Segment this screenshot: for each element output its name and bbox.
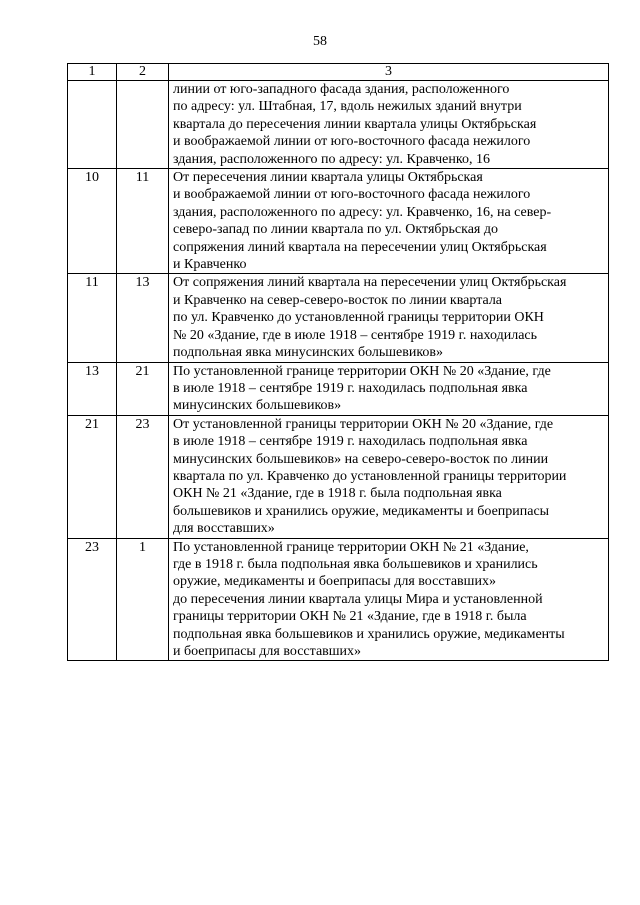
point-from: 11: [68, 274, 117, 362]
description-line: минусинских большевиков» на северо-северо-восток по линии: [173, 451, 549, 467]
description-line: От пересечения линии квартала улицы Октябрьская: [173, 170, 483, 186]
table-row: [68, 362, 609, 415]
description-line: От сопряжения линий квартала на пересечении улиц Октябрьская: [173, 275, 567, 291]
table-row: [68, 538, 609, 661]
point-to: 21: [117, 362, 169, 415]
description-line: в июле 1918 – сентябре 1919 г. находилась подпольная явка: [173, 434, 528, 450]
description-line: № 20 «Здание, где в июле 1918 – сентябре 1919 г. находилась: [173, 327, 537, 343]
description-line: квартала по ул. Кравченко до установленной границы территории: [173, 468, 567, 484]
description-line: ОКН № 21 «Здание, где в 1918 г. была подпольная явка: [173, 486, 502, 502]
description-line: северо-запад по линии квартала по ул. Октябрьская до: [173, 222, 498, 238]
boundary-table: [67, 63, 609, 661]
boundary-description: [169, 81, 609, 169]
description-line: и воображаемой линии от юго-восточного фасада нежилого: [173, 134, 531, 150]
description-line: сопряжения линий квартала на пересечении улиц Октябрьская: [173, 239, 547, 255]
table-row: [68, 415, 609, 538]
description-line: оружие, медикаменты и боеприпасы для восставших»: [173, 574, 496, 590]
description-line: границы территории ОКН № 21 «Здание, где в 1918 г. была: [173, 609, 527, 625]
table-row: [68, 274, 609, 362]
boundary-description: [169, 169, 609, 274]
point-from: [68, 81, 117, 169]
description-line: и воображаемой линии от юго-восточного фасада нежилого: [173, 187, 531, 203]
description-line: по адресу: ул. Штабная, 17, вдоль нежилых зданий внутри: [173, 99, 522, 115]
description-line: здания, расположенного по адресу: ул. Кравченко, 16, на север-: [173, 204, 552, 220]
point-from: 21: [68, 415, 117, 538]
description-line: подпольная явка минусинских большевиков»: [173, 345, 444, 361]
boundary-description: [169, 415, 609, 538]
description-line: здания, расположенного по адресу: ул. Кравченко, 16: [173, 151, 490, 167]
header-col-2: 2: [117, 64, 169, 81]
description-line: квартала до пересечения линии квартала улицы Октябрьская: [173, 116, 537, 132]
description-line: большевиков и хранились оружие, медикаменты и боеприпасы: [173, 503, 550, 519]
page-number: 58: [313, 34, 327, 49]
description-line: для восставших»: [173, 521, 275, 537]
description-line: По установленной границе территории ОКН № 21 «Здание,: [173, 539, 529, 555]
description-line: линии от юго-западного фасада здания, расположенного: [173, 82, 510, 97]
description-line: От установленной границы территории ОКН № 20 «Здание, где: [173, 416, 554, 432]
table-row: [68, 169, 609, 274]
point-from: 10: [68, 169, 117, 274]
table-header: [68, 64, 609, 81]
description-line: и боеприпасы для восставших»: [173, 644, 362, 659]
description-line: где в 1918 г. была подпольная явка большевиков и хранились: [173, 556, 538, 572]
header-row: [68, 64, 609, 81]
point-from: 13: [68, 362, 117, 415]
description-line: По установленной границе территории ОКН № 20 «Здание, где: [173, 363, 551, 379]
header-col-3: 3: [169, 64, 609, 81]
point-to: 11: [117, 169, 169, 274]
description-line: по ул. Кравченко до установленной границы территории ОКН: [173, 310, 544, 326]
table-row: [68, 81, 609, 169]
point-from: 23: [68, 538, 117, 661]
description-line: в июле 1918 – сентябре 1919 г. находилась подпольная явка: [173, 380, 528, 396]
point-to: 1: [117, 538, 169, 661]
point-to: 13: [117, 274, 169, 362]
boundary-description: [169, 362, 609, 415]
description-line: и Кравченко: [173, 257, 247, 273]
boundary-description: [169, 274, 609, 362]
description-line: минусинских большевиков»: [173, 398, 342, 414]
table-body: [68, 81, 609, 661]
description-line: подпольная явка большевиков и хранились оружие, медикаменты: [173, 626, 565, 642]
header-col-1: 1: [68, 64, 117, 81]
point-to: 23: [117, 415, 169, 538]
point-to: [117, 81, 169, 169]
boundary-description: [169, 538, 609, 661]
description-line: и Кравченко на север-северо-восток по линии квартала: [173, 292, 503, 308]
description-line: до пересечения линии квартала улицы Мира и установленной: [173, 591, 543, 607]
